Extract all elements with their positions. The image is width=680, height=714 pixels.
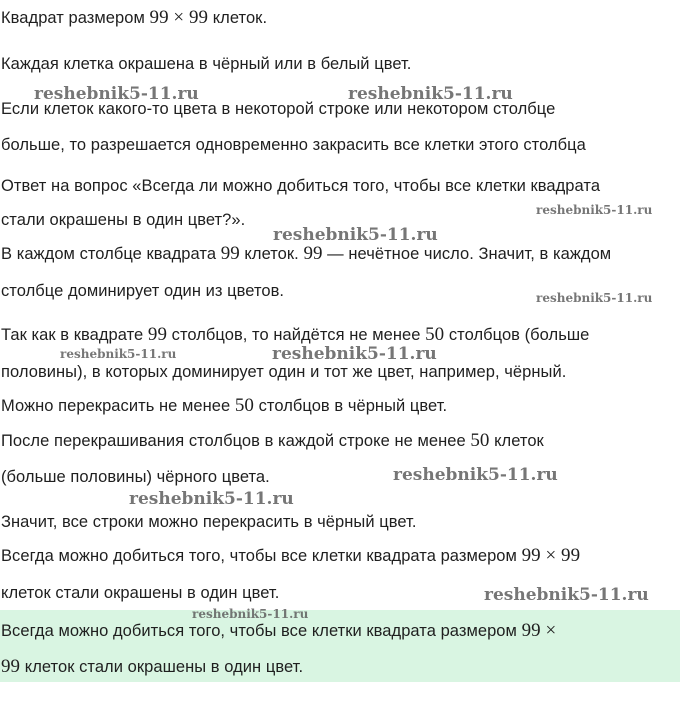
answer-line: 99 клеток стали окрашены в один цвет. [1,656,304,677]
watermark: reshebnik5-11.ru [129,489,294,509]
text-line: Квадрат размером 99 × 99 клеток. [1,7,268,28]
text-line: Ответ на вопрос «Всегда ли можно добиться того, чтобы все клетки квадрата [1,177,601,195]
watermark: reshebnik5-11.ru [536,203,653,217]
text-line: половины), в которых доминирует один и тот же цвет, например, чёрный. [1,363,567,381]
watermark: reshebnik5-11.ru [34,84,199,104]
text-line: стали окрашены в один цвет?». [1,211,246,229]
text-line: клеток стали окрашены в один цвет. [1,584,280,602]
watermark: reshebnik5-11.ru [348,84,513,104]
text-line: столбце доминирует один из цветов. [1,282,285,300]
text-line: Так как в квадрате 99 столбцов, то найдётся не менее 50 столбцов (больше [1,324,590,345]
watermark: reshebnik5-11.ru [272,344,437,364]
text-line: После перекрашивания столбцов в каждой строке не менее 50 клеток [1,430,544,451]
text-line: Каждая клетка окрашена в чёрный или в белый цвет. [1,55,412,73]
answer-line: Всегда можно добиться того, чтобы все клетки квадрата размером 99 × [1,620,557,641]
text-line: Если клеток какого-то цвета в некоторой строке или некотором столбце [1,100,556,118]
text-line: В каждом столбце квадрата 99 клеток. 99 — нечётное число. Значит, в каждом [1,243,612,264]
text-line: Значит, все строки можно перекрасить в чёрный цвет. [1,513,417,531]
watermark: reshebnik5-11.ru [273,225,438,245]
watermark: reshebnik5-11.ru [484,585,649,605]
watermark: reshebnik5-11.ru [60,347,177,361]
text-line: (больше половины) чёрного цвета. [1,468,270,486]
text-line: Всегда можно добиться того, чтобы все клетки квадрата размером 99 × 99 [1,545,581,566]
text-line: больше, то разрешается одновременно закрасить все клетки этого столбца [1,136,586,154]
watermark: reshebnik5-11.ru [393,465,558,485]
text-line: Можно перекрасить не менее 50 столбцов в чёрный цвет. [1,395,448,416]
watermark: reshebnik5-11.ru [192,607,309,621]
watermark: reshebnik5-11.ru [536,291,653,305]
